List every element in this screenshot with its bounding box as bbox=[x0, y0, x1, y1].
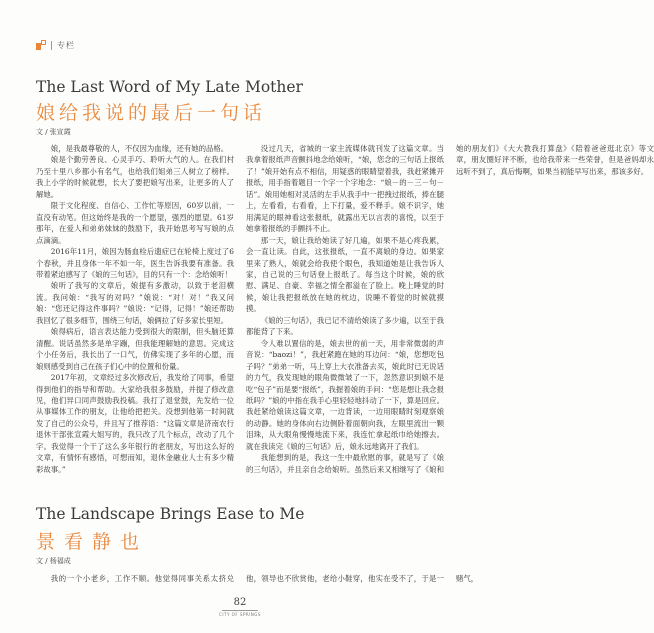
article-1-paragraph: 2017年初，文章经过多次修改后，我发给了同事，希望得到他们的指导和帮助。大家给我很多鼓励，并提了修改意见，他们异口同声鼓励我投稿。我打了退堂鼓，先发给一位从事媒体工作的朋友，让他给把把关。没想到他第一时间就发了自己的公众号，并且写了推荐语：“这篇文章是济南农行退休干部张宣霞大姐写的，我只改了几个标点，改动了几个字。我觉得一个干了这么多年银行的老朋友，写出这么好的文章，有情怀有感悟，可想而知，退休金融业人士有多少精彩故事。” bbox=[36, 373, 234, 474]
header-divider bbox=[51, 41, 52, 50]
article-1-paragraph: 《娘的三句话》，我已记不清给娘读了多少遍，以至于我都能背了下来。 bbox=[246, 315, 444, 337]
footer-rule bbox=[222, 610, 258, 611]
article-1-paragraph: 我能想到的是，我这一生中最欣慰的事，就是写了《娘的三句话》，并且亲自念给娘听。虽然后来又相继写了《娘和她的朋友们》《大大教我打算盘》《陪着爸爸逛北京》等文章，朋友圈好评不断，也给我带来一些荣誉，但是爸妈却永远听不到了，真后悔啊，如果当初能早写出来，那该多好。 bbox=[246, 144, 654, 474]
column-icon bbox=[36, 40, 46, 50]
article-1-paragraph: 没过几天，省城的一家主流媒体就刊发了这篇文章。当我拿着报纸声音颤抖地念给娘听，“娘，您念的三句话上报纸了！”娘开始有点不相信，用疑惑的眼睛望着我，我赶紧摊开报纸，用手指着题目一个字一个字地念：“娘－的－三－句－话”。娘用她相对灵活的左手从我手中一把拽过报纸，捧在腿上，左看看，右看看，上下打量，爱不释手。娘不识字，她用满足的眼神看这张报纸，就露出无以言表的喜悦，以至于她拿着报纸的手颤抖不止。 bbox=[246, 144, 444, 234]
article-1-byline: 文 / 张宣霞 bbox=[36, 128, 71, 136]
article-1-paragraph: 那一天，娘让我给她读了好几遍，如果不是心疼我累，会一直让读。自此，这张报纸，一直不离娘的身边。如果家里来了熟人，娘就会给我使个眼色，我知道她是让我告诉人家，自己说的三句话登上报纸了。每当这个时候，娘的欣慰、满足、自豪、幸福之情全都溢在了脸上。晚上睡觉的时候，娘让我把报纸放在她的枕边，说睡不着觉的时候就摸摸。 bbox=[246, 235, 444, 314]
magazine-name: CITY OF SPRINGS bbox=[219, 612, 261, 617]
article-2-byline: 文 / 杨福成 bbox=[36, 557, 71, 565]
article-2-body bbox=[36, 573, 479, 585]
page-number: 82 bbox=[233, 597, 247, 608]
article-1-paragraph: 娘是个勤劳善良、心灵手巧、聆听大气的人。在我们村乃至十里八乡都小有名气，也给我们姐弟三人树立了榜样。我上小学的时候就想，长大了要把娘写出来，让更多的人了解她。 bbox=[36, 155, 234, 199]
article-1-paragraph: 娘听了我写的文章后，娘提有多激动，以致于老泪横流。我问娘：“我写的对吗？”娘说：“对！对！”我又问娘：“您还记得这件事吗？”娘说：“记得，记得！”娘还帮助我回忆了很多细节，围绕三句话，娘俩拉了好多家长里短。 bbox=[36, 281, 234, 325]
column-label: 专栏 bbox=[57, 40, 75, 50]
article-1-body bbox=[36, 143, 654, 479]
article-1-paragraph: 娘得病后，语言表达能力受到很大的限制，但头脑还算清醒。说话虽然多是单字蹦，但我能理解她的意思。完成这个小任务后，我长出了一口气，仿佛实现了多年的心愿，而娘则感受到自己在孩子们心中的位置和份量。 bbox=[36, 327, 234, 371]
article-1-title-zh: 娘给我说的最后一句话 bbox=[36, 102, 267, 124]
article-2-paragraph: 我的一个小老乡，工作不顺。他觉得同事关系太挤兑他，领导也不欣赏他，老给小鞋穿，他实在受不了，于是一赌气， bbox=[50, 574, 479, 583]
article-2-title-en: The Landscape Brings Ease to Me bbox=[36, 505, 305, 523]
column-header bbox=[36, 38, 75, 52]
article-1-paragraph: 2016年11月，娘因为肠血栓后遗症已在轮椅上度过了6个春秋，并且身体一年不如一年，医生告诉我要有准备。我带着紧迫感写了《娘的三句话》，目的只有一个：念给娘听！ bbox=[36, 247, 234, 279]
article-1-paragraph: 限于文化程度、自信心、工作忙等原因，60岁以前，一直没有动笔。但这始终是我的一个愿望，强烈的愿望。61岁那年，在爱人和弟弟妹妹的鼓励下，我开始思考写写娘的点点滴滴。 bbox=[36, 201, 234, 245]
article-1-title-en: The Last Word of My Late Mother bbox=[36, 78, 303, 96]
article-1-paragraph: 娘，是我最尊敬的人，不仅因为血缘，还有她的品格。 bbox=[50, 144, 229, 153]
article-2-title-zh: 景看静也 bbox=[36, 531, 149, 553]
page-footer bbox=[0, 597, 480, 618]
article-1-paragraph: 令人难以置信的是，娘去世的前一天，用非常微弱的声音说：“baozi！”，我赶紧跑在她的耳边问：“娘，您想吃包子吗？”弟弟一听，马上穿上大衣准备去买，娘此时已无说话的力气，我发现她的眼角微微皱了一下，忽然意识到娘不是吃“包子”而是要“报纸”，我握着娘的手问：“您是想让我念报纸吗？”娘的中指在我手心里轻轻地抖动了一下，算是回应。我赶紧给娘读这篇文章，一边背读，一边用眼睛时刻观察娘的动静。她的身体向右边侧卧着面朝向我，左眼里流出一颗泪珠，从大眼角慢慢地流下来，我连忙拿起纸巾给她擦去。就在我读完《娘的三句话》后，娘永远地离开了我们。 bbox=[246, 338, 444, 451]
